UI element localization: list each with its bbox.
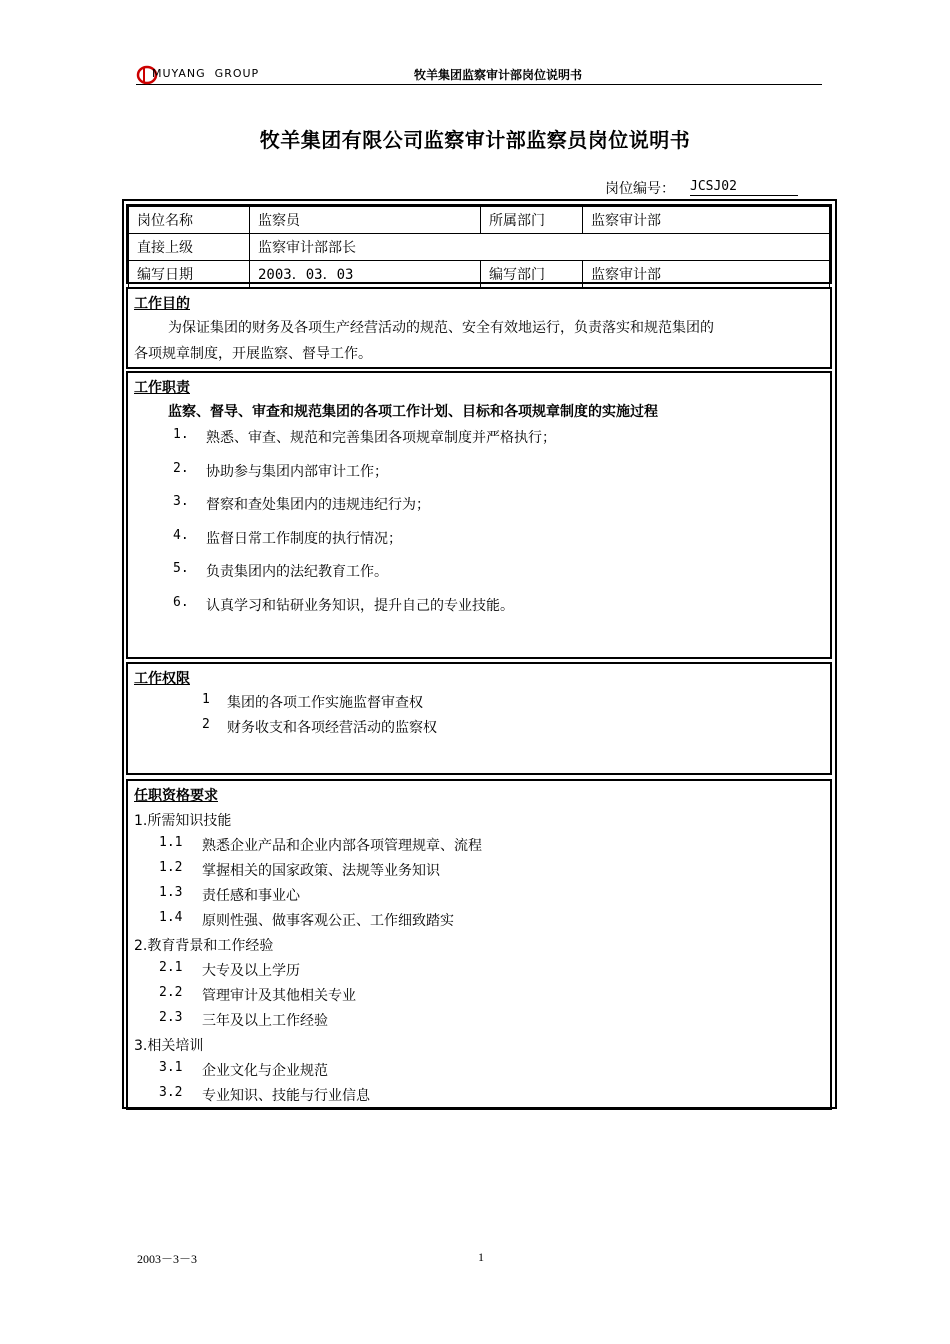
page-number: 1 [478, 1250, 484, 1264]
authority-item-text: 集团的各项工作实施监督审查权 [227, 695, 423, 711]
date-label: 编写日期 [129, 261, 250, 288]
qualification-item-text: 责任感和事业心 [202, 888, 300, 904]
table-row [129, 234, 830, 261]
department-value: 监察审计部 [583, 207, 830, 234]
document-title: 牧羊集团有限公司监察审计部监察员岗位说明书 [259, 128, 691, 152]
authority-section [126, 662, 832, 775]
qualification-item-number: 2.2 [159, 985, 183, 1000]
author-dept-value: 监察审计部 [583, 261, 830, 288]
duty-item-text: 负责集团内的法纪教育工作。 [206, 564, 388, 580]
duty-item-number: 3. [173, 494, 189, 509]
purpose-text-line1: 为保证集团的财务及各项生产经营活动的规范、安全有效地运行，负责落实和规范集团的 [168, 320, 714, 336]
duty-item-text: 监督日常工作制度的执行情况； [206, 530, 402, 547]
qualification-item-number: 1.3 [159, 885, 183, 900]
duties-section [126, 371, 832, 659]
duty-item-text: 认真学习和钻研业务知识，提升自己的专业技能。 [206, 597, 514, 614]
qualifications-title: 任职资格要求 [134, 788, 218, 804]
authority-title: 工作权限 [134, 671, 190, 687]
logo-text: MUYANG GROUP [152, 67, 260, 80]
duty-item-text: 督察和查处集团内的违规违纪行为； [206, 497, 430, 513]
qualification-item-text: 企业文化与企业规范 [202, 1063, 328, 1079]
duties-title: 工作职责 [134, 380, 190, 396]
duty-item-number: 2. [173, 460, 189, 476]
date-value: 2003．03．03 [250, 261, 481, 288]
authority-item-number: 1 [202, 692, 210, 707]
duty-item-number: 1. [173, 427, 189, 442]
qualification-item-text: 大专及以上学历 [202, 963, 300, 979]
qualifications-section [126, 779, 832, 1110]
qualification-item-text: 管理审计及其他相关专业 [202, 988, 356, 1004]
superior-value: 监察审计部部长 [250, 234, 830, 261]
table-row [129, 207, 830, 234]
duty-item-text: 协助参与集团内部审计工作； [206, 463, 388, 480]
duty-item-number: 5. [173, 561, 189, 576]
qualification-item-number: 3.1 [159, 1060, 183, 1075]
qualification-item-number: 3.2 [159, 1085, 183, 1100]
qualification-item-text: 专业知识、技能与行业信息 [202, 1088, 370, 1104]
qualification-item-text: 三年及以上工作经验 [202, 1013, 328, 1029]
qualification-item-number: 2.1 [159, 960, 183, 975]
purpose-title: 工作目的 [134, 296, 190, 312]
info-table [126, 204, 832, 284]
qualification-item-number: 2.3 [159, 1010, 183, 1025]
position-code-value: JCSJ02 [690, 178, 798, 196]
position-code-label: 岗位编号： [605, 181, 675, 197]
purpose-text-line2: 各项规章制度，开展监察、督导工作。 [134, 346, 372, 362]
qualification-item-text: 掌握相关的国家政策、法规等业务知识 [202, 863, 440, 879]
purpose-section [126, 287, 832, 369]
superior-label: 直接上级 [129, 234, 250, 261]
header-title: 牧羊集团监察审计部岗位说明书 [414, 68, 583, 82]
duty-item-number: 4. [173, 527, 189, 543]
duties-subtitle: 监察、督导、审查和规范集团的各项工作计划、目标和各项规章制度的实施过程 [168, 404, 658, 420]
duty-item-number: 6. [173, 594, 189, 610]
authority-item-number: 2 [202, 717, 210, 732]
qualification-item-number: 1.4 [159, 910, 183, 925]
duty-item-text: 熟悉、审查、规范和完善集团各项规章制度并严格执行； [206, 430, 556, 446]
qualification-item-number: 1.2 [159, 860, 183, 875]
position-name-label: 岗位名称 [129, 207, 250, 234]
qualification-item-number: 1.1 [159, 835, 183, 850]
author-dept-label: 编写部门 [481, 261, 583, 288]
qualification-group-heading: 3.相关培训 [134, 1038, 204, 1054]
authority-item-text: 财务收支和各项经营活动的监察权 [227, 720, 437, 736]
table-row [129, 261, 830, 288]
qualification-item-text: 原则性强、做事客观公正、工作细致踏实 [202, 913, 454, 929]
qualification-group-heading: 2.教育背景和工作经验 [134, 938, 274, 954]
qualification-group-heading: 1.所需知识技能 [134, 813, 232, 829]
footer-date: 2003－3－3 [137, 1252, 198, 1266]
department-label: 所属部门 [481, 207, 583, 234]
position-name-value: 监察员 [250, 207, 481, 234]
qualification-item-text: 熟悉企业产品和企业内部各项管理规章、流程 [202, 838, 482, 854]
